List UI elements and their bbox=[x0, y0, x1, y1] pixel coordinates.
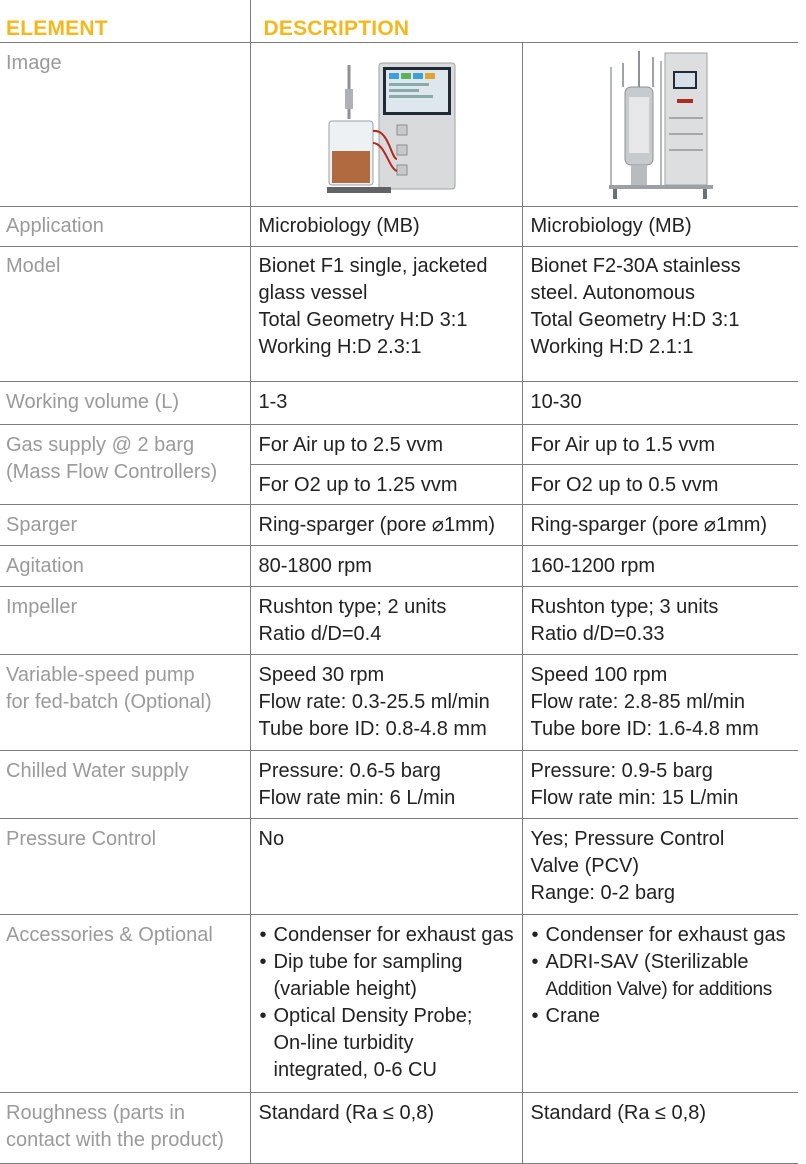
impeller-f2-line: Rushton type; 3 units bbox=[530, 596, 719, 618]
gas-supply-air-row bbox=[0, 425, 798, 465]
bioreactor-f2-image bbox=[603, 47, 719, 203]
accessory-item bbox=[259, 949, 514, 1003]
pump-f2-line: Flow rate: 2.8-85 ml/min bbox=[530, 691, 746, 713]
accessory-line: • ADRI-SAV (Sterilizable bbox=[545, 951, 749, 973]
pressure-control-f2-line: Range: 0-2 barg bbox=[530, 882, 676, 904]
impeller-label: Impeller bbox=[0, 587, 250, 655]
application-f1: Microbiology (MB) bbox=[250, 207, 522, 247]
pump-f1-line: Flow rate: 0.3-25.5 ml/min bbox=[258, 691, 490, 713]
sparger-row bbox=[0, 505, 798, 546]
pressure-control-f2 bbox=[522, 819, 798, 915]
accessory-line: • Dip tube for sampling bbox=[273, 951, 463, 973]
accessories-f2-list bbox=[531, 922, 791, 1030]
model-f2-line: steel. Autonomous bbox=[530, 282, 696, 304]
pump-label-line: for fed-batch (Optional) bbox=[6, 691, 212, 713]
accessory-line: • Optical Density Probe; bbox=[273, 1005, 473, 1027]
impeller-f1 bbox=[250, 587, 522, 655]
impeller-f2-line: Ratio d/D=0.33 bbox=[530, 623, 665, 645]
gas-supply-label bbox=[0, 425, 250, 505]
chilled-water-f2-line: Flow rate min: 15 L/min bbox=[530, 787, 739, 809]
agitation-row bbox=[0, 546, 798, 587]
pump-label-line: Variable-speed pump bbox=[6, 664, 195, 686]
gas-air-f2: For Air up to 1.5 vvm bbox=[522, 425, 798, 465]
accessory-item bbox=[531, 1003, 791, 1030]
chilled-water-label: Chilled Water supply bbox=[0, 751, 250, 819]
pressure-control-row bbox=[0, 819, 798, 915]
chilled-water-f1-line: Flow rate min: 6 L/min bbox=[258, 787, 456, 809]
pump-f2 bbox=[522, 655, 798, 751]
accessory-item bbox=[259, 1003, 514, 1084]
application-row bbox=[0, 207, 798, 247]
working-volume-row bbox=[0, 382, 798, 425]
model-f1-line: glass vessel bbox=[258, 282, 368, 304]
model-f2-line: Total Geometry H:D 3:1 bbox=[530, 309, 740, 331]
header-row bbox=[0, 0, 798, 43]
roughness-label bbox=[0, 1093, 250, 1164]
roughness-label-line: contact with the product) bbox=[6, 1129, 224, 1151]
model-row bbox=[0, 247, 798, 382]
sparger-f1: Ring-sparger (pore ⌀1mm) bbox=[250, 505, 522, 546]
gas-o2-f2: For O2 up to 0.5 vvm bbox=[522, 465, 798, 505]
accessory-line: • Condenser for exhaust gas bbox=[545, 924, 786, 946]
roughness-row bbox=[0, 1093, 798, 1164]
accessory-line: • Crane bbox=[545, 1005, 600, 1027]
accessory-item bbox=[259, 922, 514, 949]
chilled-water-f2 bbox=[522, 751, 798, 819]
accessories-f1-list bbox=[259, 922, 514, 1084]
accessories-row bbox=[0, 915, 798, 1093]
sparger-f2: Ring-sparger (pore ⌀1mm) bbox=[522, 505, 798, 546]
impeller-row bbox=[0, 587, 798, 655]
accessories-f2 bbox=[522, 915, 798, 1093]
pump-f2-line: Speed 100 rpm bbox=[530, 664, 668, 686]
model-f2-line: Bionet F2-30A stainless bbox=[530, 255, 741, 277]
model-label: Model bbox=[0, 247, 250, 382]
roughness-f1: Standard (Ra ≤ 0,8) bbox=[250, 1093, 522, 1164]
chilled-water-f1-line: Pressure: 0.6-5 barg bbox=[258, 760, 441, 782]
accessory-line: On-line turbidity bbox=[273, 1032, 414, 1054]
gas-supply-label-line: (Mass Flow Controllers) bbox=[6, 461, 218, 483]
pressure-control-f2-line: Valve (PCV) bbox=[530, 855, 640, 877]
agitation-f2: 160-1200 rpm bbox=[522, 546, 798, 587]
model-f2-line: Working H:D 2.1:1 bbox=[530, 336, 694, 358]
sparger-label: Sparger bbox=[0, 505, 250, 546]
working-volume-f1: 1-3 bbox=[250, 382, 522, 425]
application-f2: Microbiology (MB) bbox=[522, 207, 798, 247]
application-label: Application bbox=[0, 207, 250, 247]
model-f1 bbox=[250, 247, 522, 382]
gas-o2-f1: For O2 up to 1.25 vvm bbox=[250, 465, 522, 505]
accessory-item bbox=[531, 922, 791, 949]
impeller-f1-line: Ratio d/D=0.4 bbox=[258, 623, 382, 645]
chilled-water-row bbox=[0, 751, 798, 819]
agitation-f1: 80-1800 rpm bbox=[250, 546, 522, 587]
working-volume-f2: 10-30 bbox=[522, 382, 798, 425]
model-f2 bbox=[522, 247, 798, 382]
element-header: ELEMENT bbox=[0, 0, 250, 43]
accessory-line: Addition Valve) for additions bbox=[545, 979, 772, 1000]
model-f1-line: Bionet F1 single, jacketed bbox=[258, 255, 488, 277]
pump-label bbox=[0, 655, 250, 751]
image-row bbox=[0, 43, 798, 207]
pump-f1 bbox=[250, 655, 522, 751]
agitation-label: Agitation bbox=[0, 546, 250, 587]
roughness-label-line: Roughness (parts in bbox=[6, 1102, 185, 1124]
accessory-item bbox=[531, 949, 791, 1003]
model-f1-line: Working H:D 2.3:1 bbox=[258, 336, 422, 358]
impeller-f1-line: Rushton type; 2 units bbox=[258, 596, 447, 618]
description-header: DESCRIPTION bbox=[250, 0, 798, 43]
accessories-label: Accessories & Optional bbox=[0, 915, 250, 1093]
model-f1-line: Total Geometry H:D 3:1 bbox=[258, 309, 468, 331]
pump-f1-line: Speed 30 rpm bbox=[258, 664, 385, 686]
chilled-water-f2-line: Pressure: 0.9-5 barg bbox=[530, 760, 713, 782]
pump-f2-line: Tube bore ID: 1.6-4.8 mm bbox=[530, 718, 759, 740]
image-label: Image bbox=[0, 43, 250, 207]
gas-air-f1: For Air up to 2.5 vvm bbox=[250, 425, 522, 465]
accessories-f1 bbox=[250, 915, 522, 1093]
pressure-control-f1: No bbox=[250, 819, 522, 915]
f1-image-cell bbox=[250, 43, 522, 207]
chilled-water-f1 bbox=[250, 751, 522, 819]
accessory-line: • Condenser for exhaust gas bbox=[273, 924, 514, 946]
working-volume-label: Working volume (L) bbox=[0, 382, 250, 425]
accessory-line: integrated, 0-6 CU bbox=[273, 1059, 437, 1081]
pressure-control-f2-line: Yes; Pressure Control bbox=[530, 828, 725, 850]
pump-row bbox=[0, 655, 798, 751]
bioreactor-f1-image bbox=[319, 59, 459, 197]
pump-f1-line: Tube bore ID: 0.8-4.8 mm bbox=[258, 718, 487, 740]
pressure-control-label: Pressure Control bbox=[0, 819, 250, 915]
accessory-line: (variable height) bbox=[273, 978, 417, 1000]
f2-image-cell bbox=[522, 43, 798, 207]
impeller-f2 bbox=[522, 587, 798, 655]
gas-supply-label-line: Gas supply @ 2 barg bbox=[6, 434, 195, 456]
roughness-f2: Standard (Ra ≤ 0,8) bbox=[522, 1093, 798, 1164]
